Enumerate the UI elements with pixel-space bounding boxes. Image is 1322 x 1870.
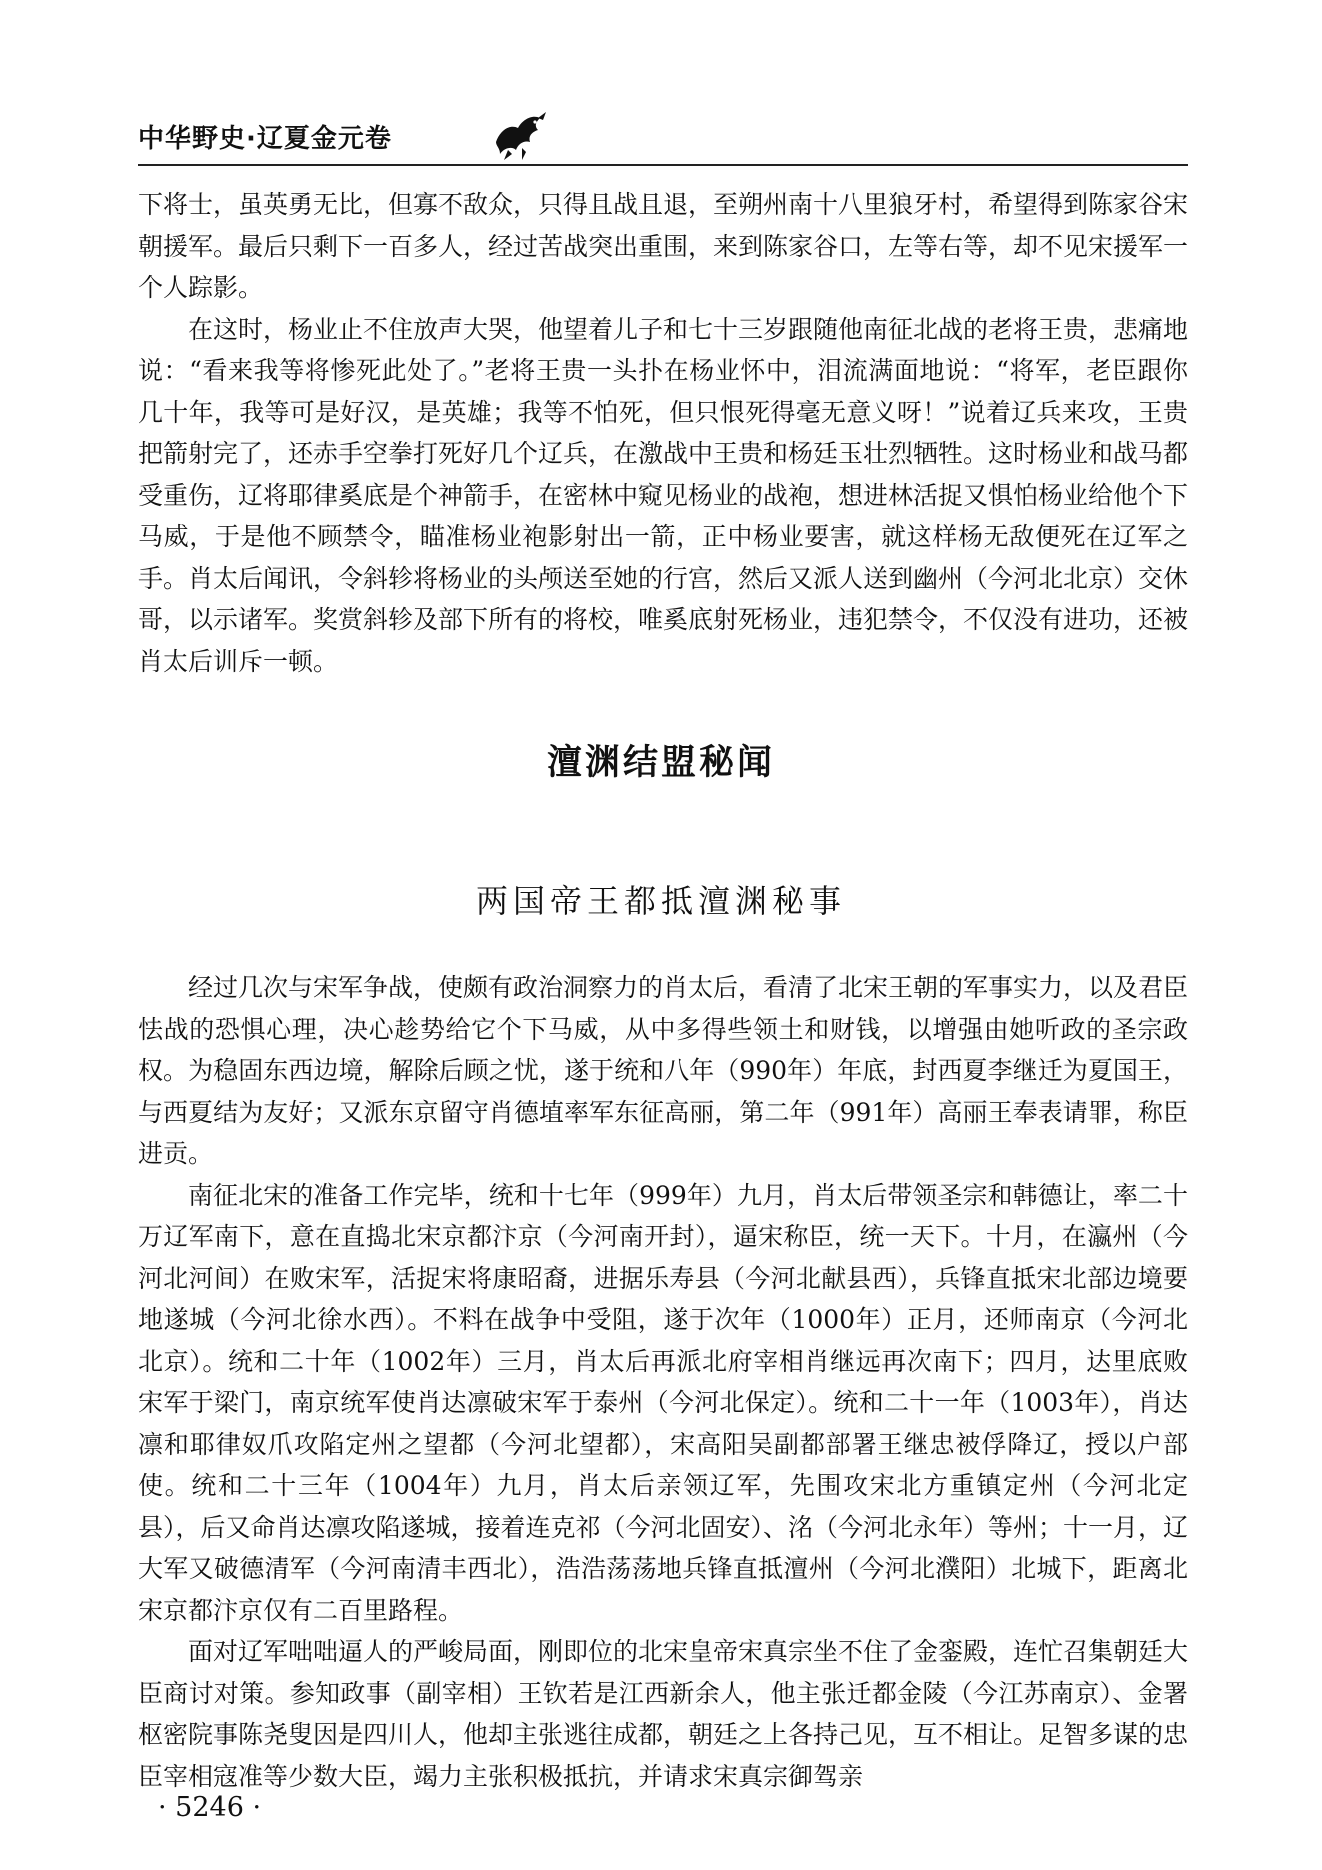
page-number: · 5246 ·: [158, 1792, 262, 1823]
running-header: [138, 112, 598, 164]
header-title: 中华野史·辽夏金元卷: [138, 124, 392, 154]
subsection-title: 两国帝王都抵澶渊秘事: [475, 882, 846, 920]
paragraph: 在这时，杨业止不住放声大哭，他望着儿子和七十三岁跟随他南征北战的老将王贵，悲痛地说：“看来我等将惨死此处了。”老将王贵一头扑在杨业怀中，泪流满面地说：“将军，老臣跟你几十年，我等可是好汉，是英雄；我等不怕死，但只恨死得毫无意义呀！”说着辽兵来攻，王贵把箭射完了，还赤手空拳打死好几个辽兵，在激战中王贵和杨廷玉壮烈牺牲。这时杨业和战马都受重伤，辽将耶律奚底是个神箭手，在密林中窥见杨业的战袍，想进林活捉又惧怕杨业给他个下马威，于是他不顾禁令，瞄准杨业袍影射出一箭，正中杨业要害，就这样杨无敌便死在辽军之手。肖太后闻讯，令斜轸将杨业的头颅送至她的行宫，然后又派人送到幽州（今河北北京）交休哥，以示诸军。奖赏斜轸及部下所有的将校，唯奚底射死杨业，违犯禁令，不仅没有进功，还被肖太后训斥一顿。: [138, 314, 1189, 676]
continued-text: [138, 184, 1188, 682]
section-body: [138, 967, 1188, 1797]
header-divider: [138, 164, 1188, 166]
dragon-logo-icon: [488, 102, 550, 164]
section-title: 澶渊结盟秘闻: [546, 743, 775, 783]
paragraph: 南征北宋的准备工作完毕，统和十七年（999年）九月，肖太后带领圣宗和韩德让，率二十万辽军南下，意在直捣北宋京都汴京（今河南开封），逼宋称臣，统一天下。十月，在瀛州（今河北河间）在败宋军，活捉宋将康昭裔，进据乐寿县（今河北献县西），兵锋直抵宋北部边境要地遂城（今河北徐水西）。不料在战争中受阻，遂于次年（1000年）正月，还师南京（今河北北京）。统和二十年（1002年）三月，肖太后再派北府宰相肖继远再次南下；四月，达里底败宋军于梁门，南京统军使肖达凛破宋军于泰州（今河北保定）。统和二十一年（1003年），肖达凛和耶律奴爪攻陷定州之望都（今河北望都），宋高阳吴副都部署王继忠被俘降辽，授以户部使。统和二十三年（1004年）九月，肖太后亲领辽军，先围攻宋北方重镇定州（今河北定县），后又命肖达凛攻陷遂城，接着连克祁（今河北固安）、洺（今河北永年）等州；十一月，辽大军又破德清军（今河南清丰西北），浩浩荡荡地兵锋直抵澶州（今河北濮阳）北城下，距离北宋京都汴京仅有二百里路程。: [138, 1180, 1189, 1625]
paragraph: 下将士，虽英勇无比，但寡不敌众，只得且战且退，至朔州南十八里狼牙村，希望得到陈家谷宋朝援军。最后只剩下一百多人，经过苦战突出重围，来到陈家谷口，左等右等，却不见宋援军一个人踪影。: [138, 190, 1189, 302]
paragraph: 经过几次与宋军争战，使颇有政治洞察力的肖太后，看清了北宋王朝的军事实力，以及君臣怯战的恐惧心理，决心趁势给它个下马威，从中多得些领土和财钱，以增强由她听政的圣宗政权。为稳固东西边境，解除后顾之忧，遂于统和八年（990年）年底，封西夏李继迁为夏国王，与西夏结为友好；又派东京留守肖德埴率军东征高丽，第二年（991年）高丽王奉表请罪，称臣进贡。: [138, 973, 1189, 1168]
paragraph: 面对辽军咄咄逼人的严峻局面，刚即位的北宋皇帝宋真宗坐不住了金銮殿，连忙召集朝廷大臣商讨对策。参知政事（副宰相）王钦若是江西新余人，他主张迁都金陵（今江苏南京）、金署枢密院事陈尧叟因是四川人，他却主张逃往成都，朝廷之上各持己见，互不相让。足智多谋的忠臣宰相寇准等少数大臣，竭力主张积极抵抗，并请求宋真宗御驾亲: [138, 1637, 1189, 1791]
